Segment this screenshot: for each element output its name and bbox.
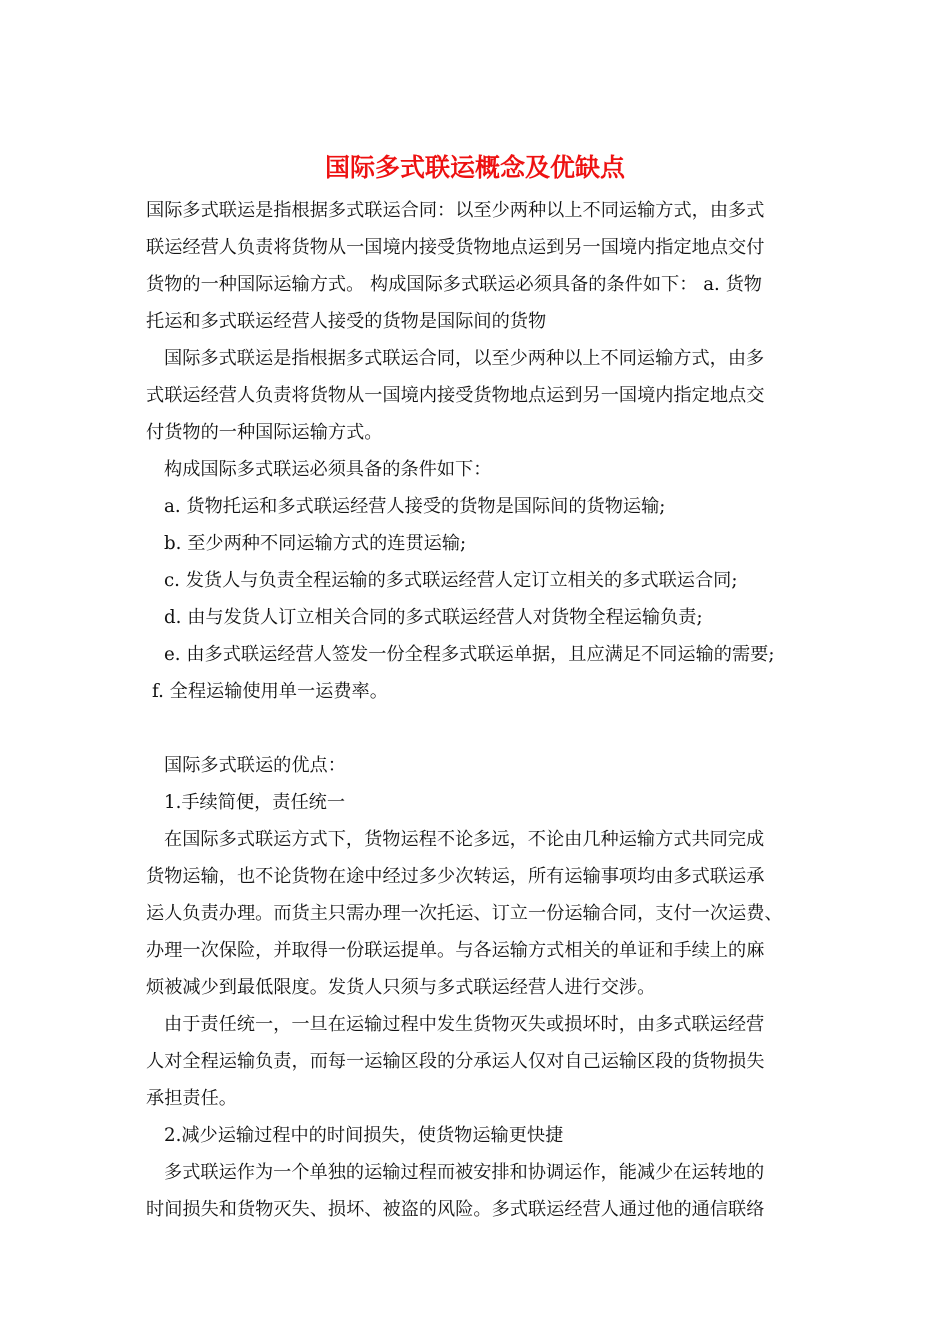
body-line: 构成国际多式联运必须具备的条件如下： [164,459,492,480]
body-line: 在国际多式联运方式下，货物运程不论多远，不论由几种运输方式共同完成 [164,829,765,850]
body-line: 联运经营人负责将货物从一国境内接受货物地点运到另一国境内指定地点交付 [146,237,765,258]
body-line: 国际多式联运是指根据多式联运合同：以至少两种以上不同运输方式，由多式 [146,200,765,221]
body-line: 货物运输，也不论货物在途中经过多少次转运，所有运输事项均由多式联运承 [146,866,765,887]
list-item: b. 至少两种不同运输方式的连贯运输; [164,533,467,554]
body-line: 时间损失和货物灭失、损坏、被盗的风险。多式联运经营人通过他的通信联络 [146,1199,765,1220]
body-line: 多式联运作为一个单独的运输过程而被安排和协调运作，能减少在运转地的 [164,1162,765,1183]
document-title: 国际多式联运概念及优缺点 [324,153,625,182]
subsection-heading: 1.手续简便，责任统一 [164,792,346,813]
body-line: 由于责任统一，一旦在运输过程中发生货物灭失或损坏时，由多式联运经营 [164,1014,765,1035]
body-line: 人对全程运输负责，而每一运输区段的分承运人仅对自己运输区段的货物损失 [146,1051,765,1072]
list-item: f. 全程运输使用单一运费率。 [152,681,388,702]
body-line: 货物的一种国际运输方式。 构成国际多式联运必须具备的条件如下： a. 货物 [146,274,762,295]
list-item: e. 由多式联运经营人签发一份全程多式联运单据，且应满足不同运输的需要; [164,644,775,665]
body-line: 国际多式联运是指根据多式联运合同，以至少两种以上不同运输方式，由多 [164,348,765,369]
list-item: d. 由与发货人订立相关合同的多式联运经营人对货物全程运输负责; [164,607,703,628]
body-line: 办理一次保险，并取得一份联运提单。与各运输方式相关的单证和手续上的麻 [146,940,765,961]
body-line: 烦被减少到最低限度。发货人只须与多式联运经营人进行交涉。 [146,977,656,998]
body-line: 运人负责办理。而货主只需办理一次托运、订立一份运输合同，支付一次运费、 [146,903,783,924]
subsection-heading: 2.减少运输过程中的时间损失，使货物运输更快捷 [164,1125,564,1146]
list-item: c. 发货人与负责全程运输的多式联运经营人定订立相关的多式联运合同; [164,570,738,591]
list-item: a. 货物托运和多式联运经营人接受的货物是国际间的货物运输; [164,496,666,517]
body-line: 托运和多式联运经营人接受的货物是国际间的货物 [146,311,547,332]
body-line: 式联运经营人负责将货物从一国境内接受货物地点运到另一国境内指定地点交 [146,385,765,406]
body-line: 付货物的一种国际运输方式。 [146,422,383,443]
section-heading: 国际多式联运的优点： [164,755,346,776]
body-line: 承担责任。 [146,1088,237,1109]
